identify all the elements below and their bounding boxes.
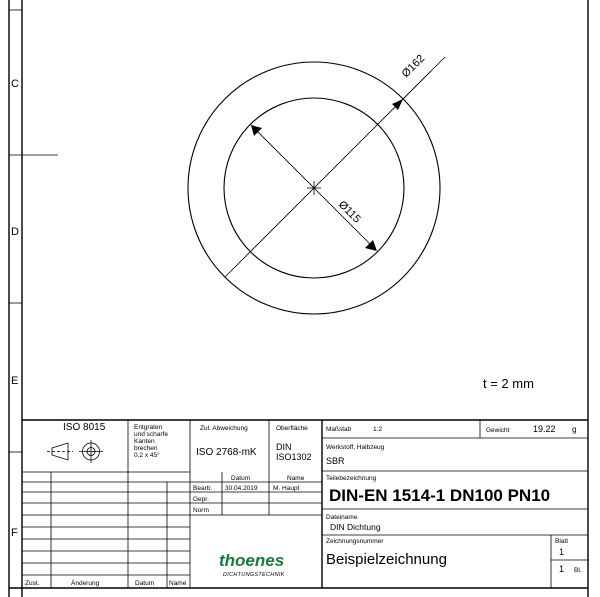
projection-symbol-icon [47,440,103,463]
file-name-value: DIN Dichtung [330,522,381,532]
edge-note-line-4: brechen [134,445,158,452]
zone-letter-d: D [11,226,19,238]
tolerance-value: ISO 2768-mK [196,447,257,458]
projection-standard: ISO 8015 [63,422,106,433]
edge-note-line-3: Kanten [134,438,155,445]
scale-label: Maßstab [326,426,352,433]
inner-diameter-label: Ø115 [335,198,363,226]
revision-header-status: Zust. [25,580,40,587]
weight-label: Gewicht [486,427,510,434]
sheet-number: 1 [559,547,565,557]
approval-row-gepr: Gepr. [193,496,209,503]
edge-note-line-5: 0,2 x 45° [134,452,160,459]
sheet-total: 1 [559,564,565,574]
surface-value-line-1: DIN [276,442,292,452]
surface-value-line-2: ISO1302 [276,452,312,462]
edge-note-line-2: und scharfe [134,431,168,438]
sheet-total-unit: Bl. [574,567,582,574]
company-logo-tagline: DICHTUNGSTECHNIK [223,572,285,578]
drawing-number-label: Zeichnungsnummer [326,538,384,545]
approval-name-header: Name [287,475,305,482]
edge-note-line-1: Entgraten [134,424,163,431]
revision-header-name: Name [169,580,187,587]
revision-header-date: Datum [135,580,155,587]
approval-row-norm: Norm [193,507,209,514]
approval-row-bearb: Bearb. [193,485,213,492]
file-name-label: Dateiname [326,514,358,521]
revision-header-change: Änderung [71,580,100,587]
thickness-note: t = 2 mm [483,376,534,391]
inner-diameter-dimension-line [250,124,372,246]
surface-label: Oberfläche [276,425,308,432]
scale-value: 1:2 [373,426,383,433]
weight-unit: g [572,425,577,434]
drawing-number-value: Beispielzeichnung [326,551,447,568]
approval-date-header: Datum [231,475,251,482]
zone-letter-f: F [11,527,18,539]
sheet-label: Blatt [555,538,569,545]
dimension-arrowhead [365,240,377,251]
zone-letter-c: C [11,78,19,90]
weight-value: 19.22 [533,424,556,434]
zone-letter-e: E [11,375,19,387]
approval-bearb-name: M. Haupt [273,485,300,492]
company-logo-name: thoenes [219,551,285,570]
outer-diameter-label: Ø162 [399,52,428,81]
approval-bearb-date: 30.04.2019 [225,485,258,492]
material-value: SBR [326,456,345,466]
part-name-value: DIN-EN 1514-1 DN100 PN10 [329,486,551,505]
part-name-label: Teilebezeichnung [326,475,377,482]
tolerance-label: Zul. Abweichung [200,425,248,432]
material-label: Werkstoff, Halbzeug [326,444,385,451]
